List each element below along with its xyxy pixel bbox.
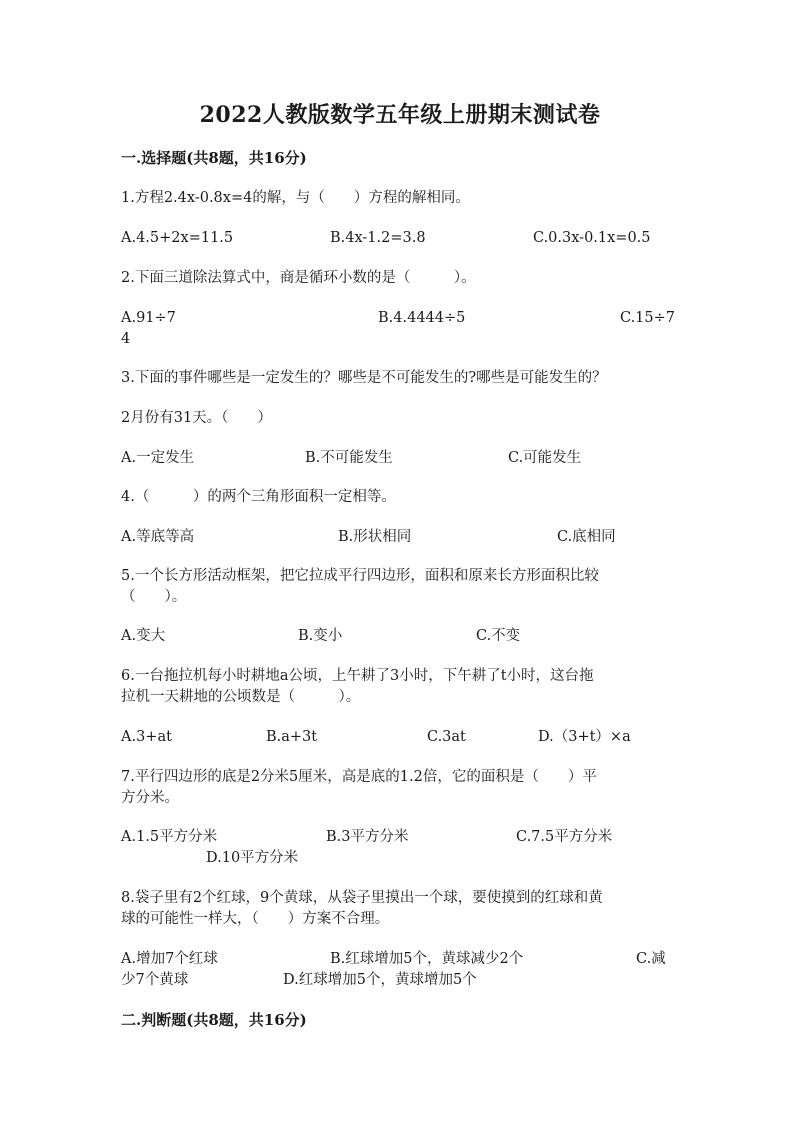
question-3-option-b: B.不可能发生 bbox=[305, 450, 393, 466]
question-7-option-d: D.10平方分米 bbox=[206, 850, 299, 866]
question-7-stem-line1: 7.平行四边形的底是2分米5厘米，高是底的1.2倍，它的面积是（ ）平 bbox=[121, 769, 597, 785]
question-8-option-c-wrap: 少7个黄球 bbox=[121, 972, 189, 988]
question-8-option-c: C.减 bbox=[636, 951, 666, 967]
question-6-option-b: B.a+3t bbox=[266, 729, 318, 745]
question-8-stem-line1: 8.袋子里有2个红球，9个黄球，从袋子里摸出一个球，要使摸到的红球和黄 bbox=[121, 890, 603, 906]
question-5-stem-line2: （ ）。 bbox=[121, 589, 187, 605]
question-7-option-c: C.7.5平方分米 bbox=[516, 829, 613, 845]
question-6-stem-line1: 6.一台拖拉机每小时耕地a公顷，上午耕了3小时，下午耕了t小时，这台拖 bbox=[121, 668, 594, 684]
question-8-option-a: A.增加7个红球 bbox=[121, 951, 218, 967]
question-2-option-wrap: 4 bbox=[121, 331, 131, 347]
page-title: 2022人教版数学五年级上册期末测试卷 bbox=[199, 102, 601, 128]
question-4-option-b: B.形状相同 bbox=[338, 529, 412, 545]
question-6-option-a: A.3+at bbox=[121, 729, 172, 745]
question-3-stem: 3.下面的事件哪些是一定发生的？哪些是不可能发生的?哪些是可能发生的？ bbox=[121, 370, 607, 386]
question-2-stem: 2.下面三道除法算式中，商是循环小数的是（ ）。 bbox=[121, 270, 476, 286]
section-heading-judgement: 二.判断题(共8题，共16分) bbox=[121, 1011, 307, 1029]
question-1-stem: 1.方程2.4x-0.8x=4的解，与（ ）方程的解相同。 bbox=[121, 190, 470, 206]
question-4-stem: 4.（ ）的两个三角形面积一定相等。 bbox=[121, 489, 396, 505]
question-7-stem-line2: 方分米。 bbox=[121, 790, 179, 806]
question-5-option-c: C.不变 bbox=[476, 628, 521, 644]
question-5-stem-line1: 5.一个长方形活动框架，把它拉成平行四边形，面积和原来长方形面积比较 bbox=[121, 568, 599, 584]
question-1-option-c: C.0.3x-0.1x=0.5 bbox=[533, 230, 651, 246]
question-7-option-b: B.3平方分米 bbox=[326, 829, 409, 845]
question-8-option-d: D.红球增加5个，黄球增加5个 bbox=[283, 972, 477, 988]
question-7-option-a: A.1.5平方分米 bbox=[121, 829, 218, 845]
question-2-option-c: C.15÷7 bbox=[620, 310, 676, 326]
question-2-option-b: B.4.4444÷5 bbox=[378, 310, 466, 326]
question-1-option-a: A.4.5+2x=11.5 bbox=[121, 230, 234, 246]
question-3-sub: 2月份有31天。（ ） bbox=[121, 410, 272, 426]
question-8-option-b: B.红球增加5个，黄球减少2个 bbox=[330, 951, 524, 967]
question-6-stem-line2: 拉机一天耕地的公顷数是（ ）。 bbox=[121, 689, 361, 705]
question-6-option-d: D.（3+t）×a bbox=[538, 729, 631, 745]
question-1-option-b: B.4x-1.2=3.8 bbox=[330, 230, 426, 246]
section-heading-choice: 一.选择题(共8题，共16分) bbox=[121, 149, 307, 167]
question-8-stem-line2: 球的可能性一样大，（ ）方案不合理。 bbox=[121, 911, 390, 927]
question-4-option-a: A.等底等高 bbox=[121, 529, 195, 545]
question-3-option-c: C.可能发生 bbox=[508, 450, 582, 466]
question-2-option-a: A.91÷7 bbox=[121, 310, 176, 326]
question-6-option-c: C.3at bbox=[427, 729, 466, 745]
question-4-option-c: C.底相同 bbox=[557, 529, 616, 545]
question-3-option-a: A.一定发生 bbox=[121, 450, 195, 466]
question-5-option-b: B.变小 bbox=[298, 628, 343, 644]
question-5-option-a: A.变大 bbox=[121, 628, 166, 644]
